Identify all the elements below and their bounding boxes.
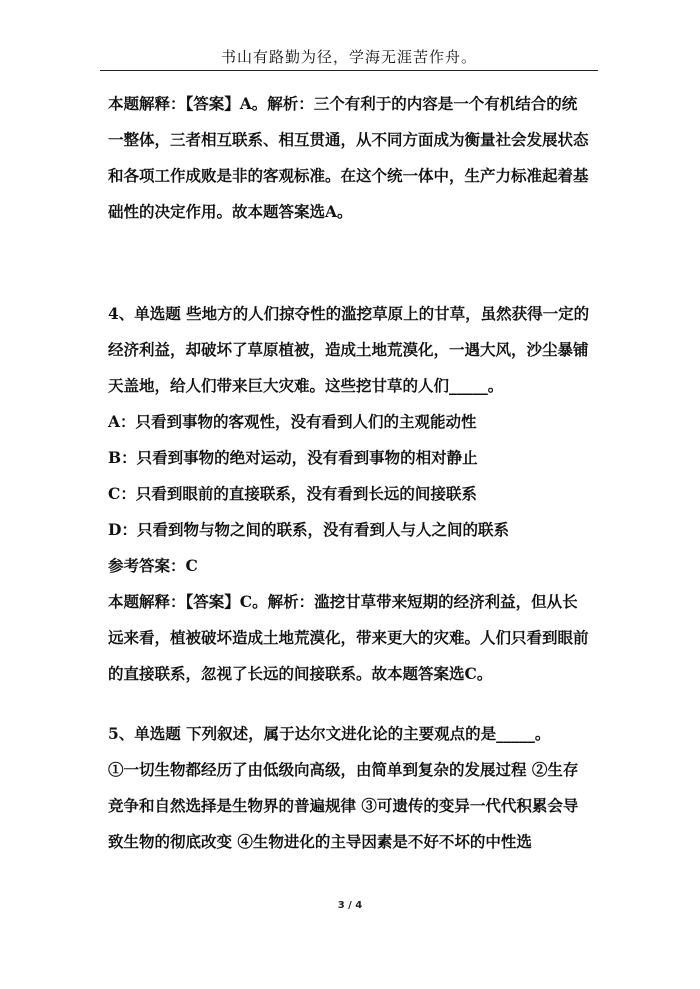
spacer xyxy=(108,230,592,296)
q5-statements: ①一切生物都经历了由低级向高级，由简单到复杂的发展过程 ②生存竞争和自然选择是生物界的普遍规律 ③可遗传的变异一代代积累会导致生物的彻底改变 ④生物进化的主导因素是不好不坏的中性选 xyxy=(108,760,579,851)
page-header-motto: 书山有路勤为径，学海无涯苦作舟。 xyxy=(220,48,477,66)
q4-option-c: C：只看到眼前的直接联系，没有看到长远的间接联系 xyxy=(108,484,477,503)
spacer xyxy=(108,692,592,716)
q4-option-b: B：只看到事物的绝对运动，没有看到事物的相对静止 xyxy=(108,448,478,467)
q4-stem: 4、单选题 些地方的人们掠夺性的滥挖草原上的甘草，虽然获得一定的经济利益，却破坏了草原植被，造成土地荒漠化，一遇大风，沙尘暴铺天盖地，给人们带来巨大灾难。这些挖甘草的人们_____。 xyxy=(108,304,590,395)
q4-option-d: D：只看到物与物之间的联系，没有看到人与人之间的联系 xyxy=(108,520,509,539)
q4-option-a: A：只看到事物的客观性，没有看到人们的主观能动性 xyxy=(108,412,477,431)
q3-explanation: 本题解释：【答案】A。解析：三个有利于的内容是一个有机结合的统一整体，三者相互联系、相互贯通，从不同方面成为衡量社会发展状态和各项工作成败是非的客观标准。在这个统一体中，生产力标准起着基础性的决定作用。故本题答案选A。 xyxy=(108,94,589,221)
page-number: 3 / 4 xyxy=(337,900,363,911)
q4-answer: 参考答案：C xyxy=(108,556,198,575)
q4-explanation: 本题解释：【答案】C。解析：滥挖甘草带来短期的经济利益，但从长远来看，植被破坏造成土地荒漠化，带来更大的灾难。人们只看到眼前的直接联系，忽视了长远的间接联系。故本题答案选C。 xyxy=(108,592,589,683)
q5-stem: 5、单选题 下列叙述，属于达尔文进化论的主要观点的是_____。 xyxy=(108,724,551,743)
page-content xyxy=(108,86,592,860)
header-divider xyxy=(100,70,598,71)
